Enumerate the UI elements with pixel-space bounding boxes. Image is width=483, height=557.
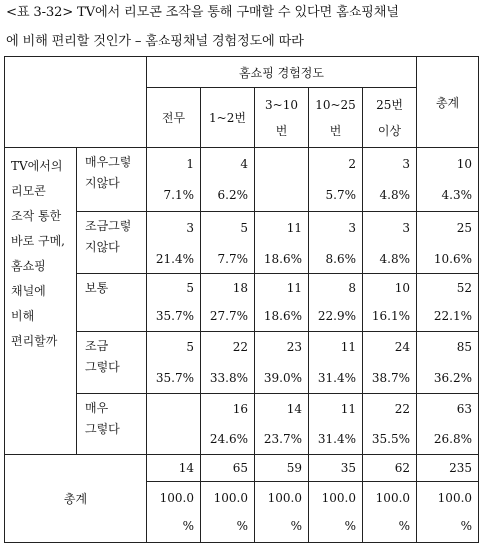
response-label-line: 그렇다: [85, 422, 120, 436]
percent-cell: 38.7%: [363, 363, 417, 394]
response-label-line: 보통: [85, 281, 109, 295]
row-group-label: [5, 148, 77, 455]
header-group-label: 홈쇼핑 경험정도: [147, 57, 417, 88]
row-group-label-line: 비해: [11, 309, 35, 323]
total-count-cell: 65: [201, 455, 255, 482]
total-percent-cell: [363, 482, 417, 543]
total-percent-unit: %: [236, 519, 248, 533]
response-label-line: 지않다: [85, 176, 120, 190]
row-group-label-line: 조작 통한: [11, 209, 62, 223]
count-cell: [147, 394, 201, 424]
percent-cell: 7.7%: [201, 245, 255, 274]
count-cell: 22: [201, 332, 255, 363]
percent-cell: 7.1%: [147, 180, 201, 212]
percent-cell: 4.8%: [363, 245, 417, 274]
header-column-text: 10~25: [315, 97, 356, 112]
header-column-1: [147, 88, 201, 148]
response-label-line: 매우: [85, 401, 109, 415]
count-cell: 24: [363, 332, 417, 363]
header-column-text: 25번: [376, 97, 403, 112]
percent-cell: 8.6%: [309, 245, 363, 274]
percent-cell: 23.7%: [255, 424, 309, 455]
total-percent-unit: %: [460, 519, 473, 533]
count-cell: 3: [309, 212, 363, 245]
count-cell: 18: [201, 274, 255, 302]
total-percent-cell: [417, 482, 479, 543]
header-column-text: 전무: [161, 110, 186, 125]
percent-cell: [255, 180, 309, 212]
response-label-line: 매우그렇: [85, 155, 132, 169]
header-column-text: 번: [275, 123, 288, 138]
count-cell: 85: [417, 332, 479, 363]
count-cell: 11: [309, 332, 363, 363]
percent-cell: 4.8%: [363, 180, 417, 212]
count-cell: 11: [255, 274, 309, 302]
percent-cell: 5.7%: [309, 180, 363, 212]
percent-cell: 39.0%: [255, 363, 309, 394]
percent-cell: 22.9%: [309, 302, 363, 332]
response-label: [77, 148, 147, 212]
row-group-label-line: 바로 구메,: [11, 234, 65, 248]
count-cell: 52: [417, 274, 479, 302]
row-group-label-line: 홈쇼핑: [11, 259, 46, 273]
count-cell: 8: [309, 274, 363, 302]
table-caption-line-1: <표 3-32> TV에서 리모콘 조작을 통해 구매할 수 있다면 홈쇼핑채널: [6, 5, 399, 20]
percent-cell: 6.2%: [201, 180, 255, 212]
total-percent-value: 100.0: [375, 491, 411, 505]
percent-cell: 21.4%: [147, 245, 201, 274]
count-cell: 10: [363, 274, 417, 302]
total-percent-value: 100.0: [267, 491, 302, 505]
row-group-label-line: 채널에: [11, 284, 46, 298]
count-cell: 16: [201, 394, 255, 424]
count-cell: 5: [201, 212, 255, 245]
header-column-3: [255, 88, 309, 148]
count-cell: 1: [147, 148, 201, 180]
count-cell: 10: [417, 148, 479, 180]
count-cell: 3: [147, 212, 201, 245]
count-cell: [255, 148, 309, 180]
count-cell: 25: [417, 212, 479, 245]
row-group-label-line: 편리할까: [11, 334, 58, 348]
total-percent-unit: %: [344, 519, 356, 533]
total-percent-value: 100.0: [321, 491, 356, 505]
count-cell: 5: [147, 274, 201, 302]
table-caption-line-2: 에 비해 편리할 것인가 – 홈쇼핑채널 경험정도에 따라: [6, 34, 304, 49]
total-percent-cell: [147, 482, 201, 543]
percent-cell: 4.3%: [417, 180, 479, 212]
percent-cell: 35.5%: [363, 424, 417, 455]
total-percent-value: 100.0: [213, 491, 248, 505]
response-label-line: 그렇다: [85, 360, 120, 374]
percent-cell: 18.6%: [255, 245, 309, 274]
count-cell: 4: [201, 148, 255, 180]
header-column-2: [201, 88, 255, 148]
percent-cell: 27.7%: [201, 302, 255, 332]
percent-cell: 18.6%: [255, 302, 309, 332]
header-column-5: [363, 88, 417, 148]
total-percent-cell: [201, 482, 255, 543]
count-cell: 63: [417, 394, 479, 424]
total-count-cell: 59: [255, 455, 309, 482]
response-label: [77, 212, 147, 274]
total-percent-cell: [255, 482, 309, 543]
total-label: 총계: [5, 455, 147, 543]
row-group-label-line: 리모콘: [11, 184, 46, 198]
percent-cell: 31.4%: [309, 363, 363, 394]
count-cell: 5: [147, 332, 201, 363]
percent-cell: 10.6%: [417, 245, 479, 274]
percent-cell: 24.6%: [201, 424, 255, 455]
count-cell: 11: [309, 394, 363, 424]
percent-cell: [147, 424, 201, 455]
header-column-text: 3~10: [265, 97, 298, 112]
header-column-text: 번: [329, 123, 342, 138]
total-percent-unit: %: [182, 519, 194, 533]
row-group-label-line: TV에서의: [11, 159, 63, 173]
response-label-line: 조금: [85, 339, 109, 353]
count-cell: 2: [309, 148, 363, 180]
header-total: 총계: [417, 57, 479, 148]
survey-table: [4, 56, 479, 543]
total-percent-unit: %: [290, 519, 302, 533]
response-label: [77, 332, 147, 394]
total-percent-cell: [309, 482, 363, 543]
response-label: [77, 394, 147, 455]
header-corner: [5, 57, 147, 148]
count-cell: 14: [255, 394, 309, 424]
total-percent-value: 100.0: [159, 491, 194, 505]
count-cell: 11: [255, 212, 309, 245]
percent-cell: 26.8%: [417, 424, 479, 455]
percent-cell: 16.1%: [363, 302, 417, 332]
header-column-text: 1~2번: [209, 110, 246, 125]
header-column-text: 이상: [377, 123, 402, 138]
total-count-cell: 62: [363, 455, 417, 482]
count-cell: 23: [255, 332, 309, 363]
percent-cell: 36.2%: [417, 363, 479, 394]
total-percent-value: 100.0: [437, 491, 473, 505]
percent-cell: 22.1%: [417, 302, 479, 332]
response-label-line: 지않다: [85, 240, 120, 254]
total-percent-unit: %: [398, 519, 411, 533]
percent-cell: 35.7%: [147, 302, 201, 332]
percent-cell: 35.7%: [147, 363, 201, 394]
percent-cell: 33.8%: [201, 363, 255, 394]
count-cell: 22: [363, 394, 417, 424]
header-column-4: [309, 88, 363, 148]
total-count-cell: 235: [417, 455, 479, 482]
count-cell: 3: [363, 212, 417, 245]
total-count-cell: 35: [309, 455, 363, 482]
total-count-cell: 14: [147, 455, 201, 482]
percent-cell: 31.4%: [309, 424, 363, 455]
response-label-line: 조금그렇: [85, 219, 132, 233]
count-cell: 3: [363, 148, 417, 180]
response-label: [77, 274, 147, 332]
